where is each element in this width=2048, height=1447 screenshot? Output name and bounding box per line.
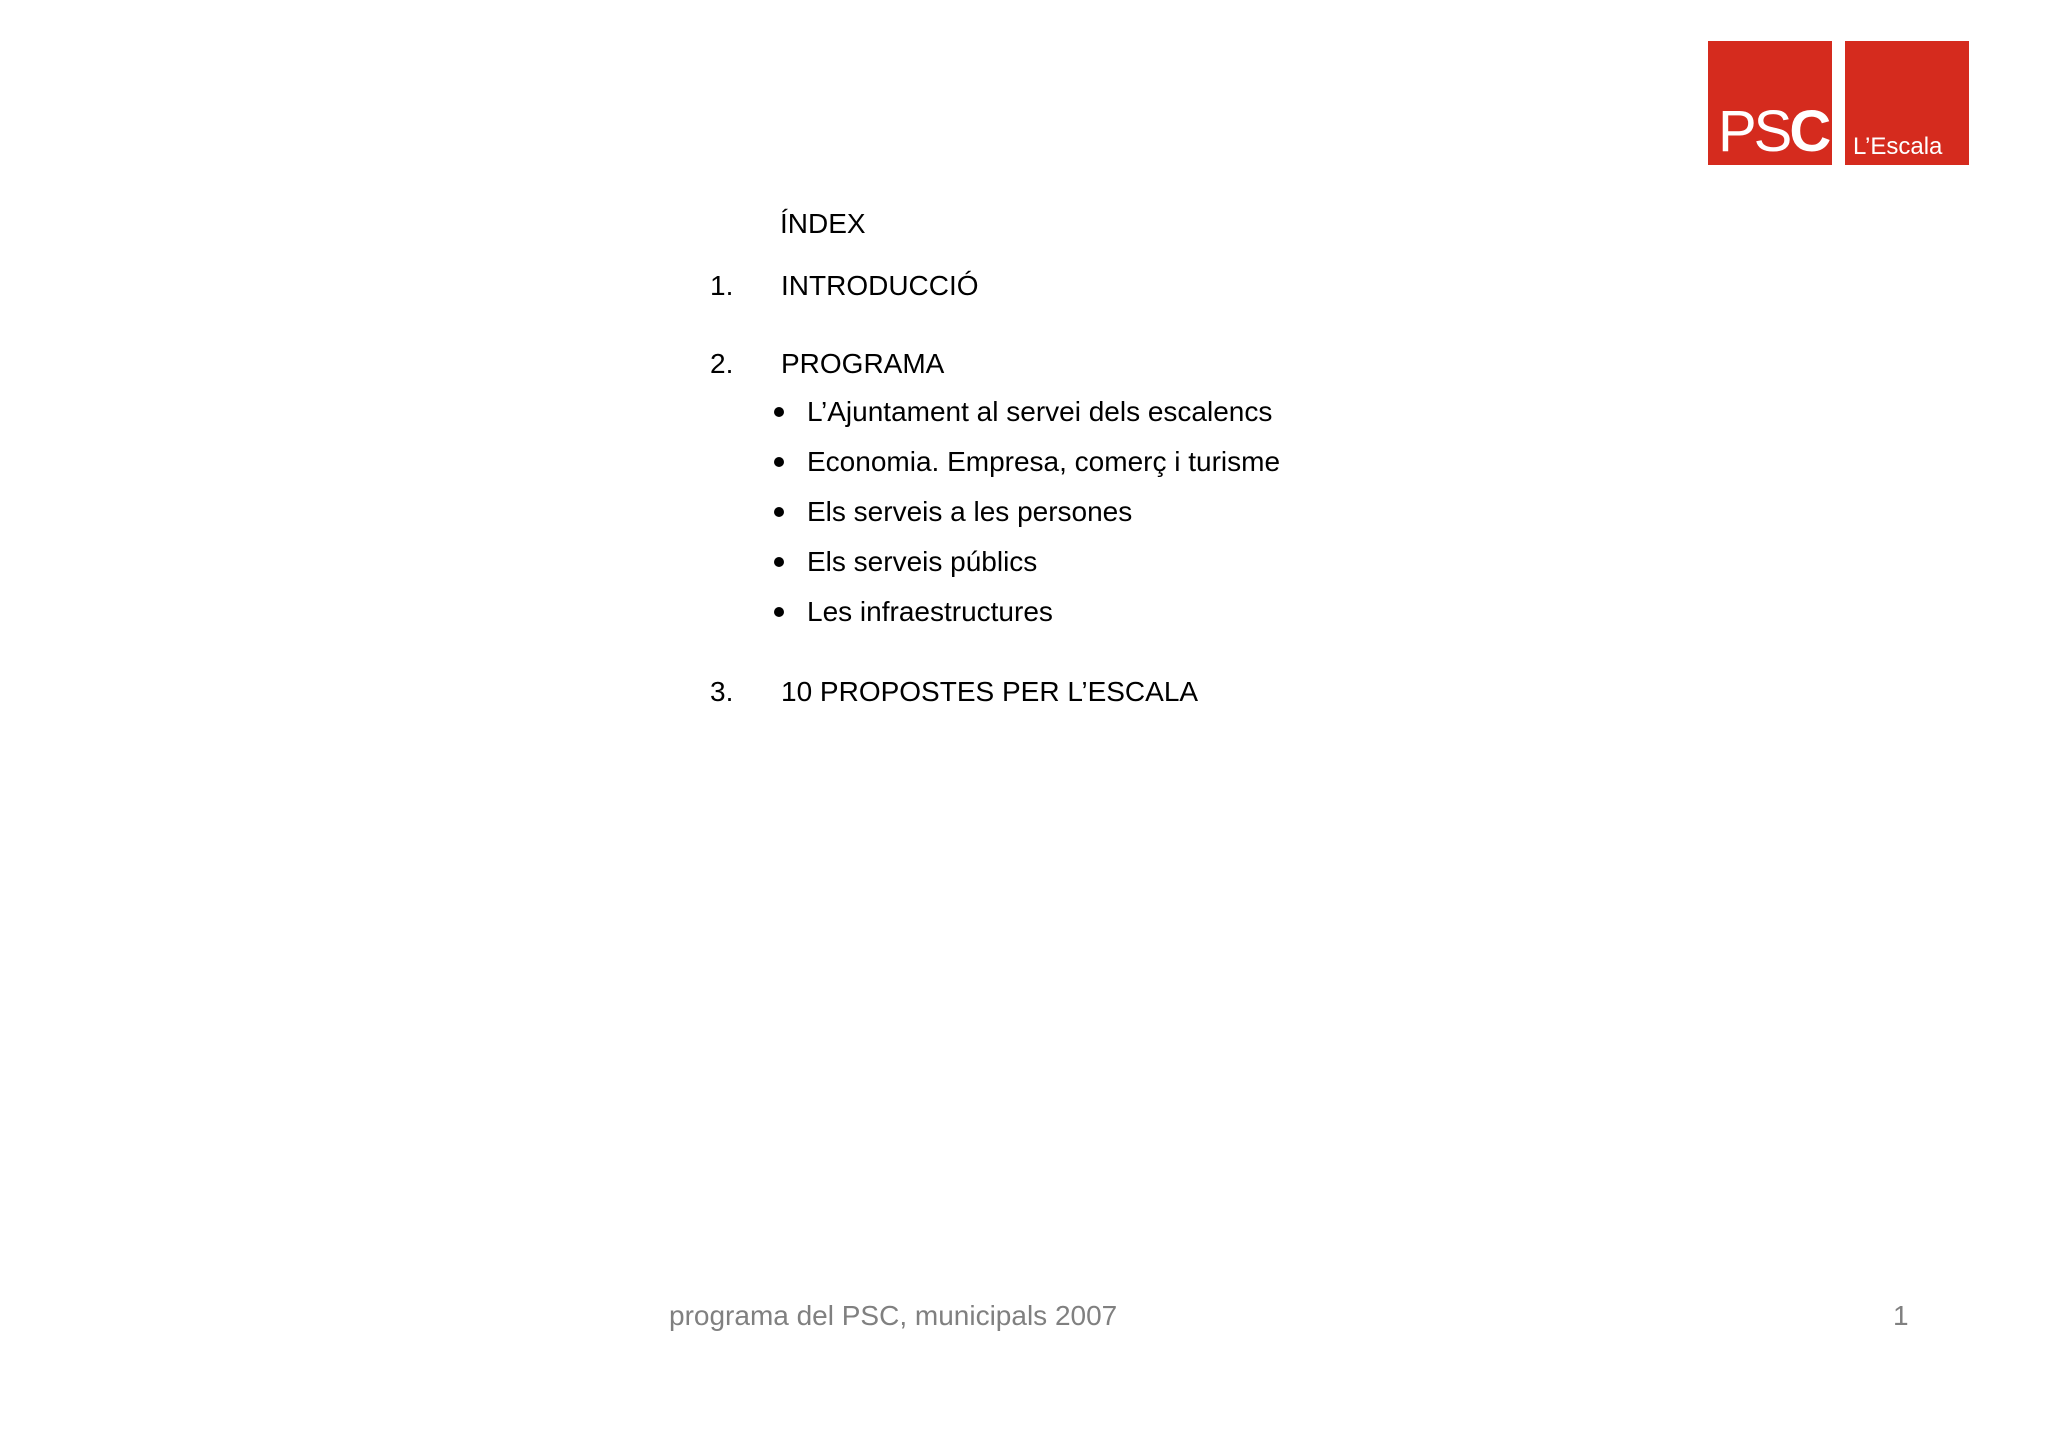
list-item: [770, 594, 1280, 644]
logo-ps-letters: PS: [1718, 99, 1790, 164]
index-section-2: [710, 346, 944, 382]
program-item-list: [770, 394, 1280, 644]
logo-city-box: [1845, 41, 1969, 165]
section-number: 3.: [710, 676, 734, 707]
bullet-icon: [774, 457, 784, 467]
footer-text: programa del PSC, municipals 2007: [669, 1300, 1118, 1331]
bullet-icon: [774, 607, 784, 617]
logo-psc-box: [1708, 41, 1832, 165]
section-label: PROGRAMA: [781, 348, 945, 379]
list-item: [770, 444, 1280, 494]
section-number: 1.: [710, 270, 734, 301]
list-item: [770, 544, 1280, 594]
list-item-label: Economia. Empresa, comerç i turisme: [807, 446, 1281, 477]
psc-logo: [1708, 41, 1969, 165]
logo-c-letter: C: [1789, 99, 1829, 164]
list-item-label: Els serveis a les persones: [807, 496, 1133, 527]
section-label: INTRODUCCIÓ: [781, 270, 979, 301]
list-item-label: L’Ajuntament al servei dels escalencs: [807, 396, 1273, 427]
bullet-icon: [774, 407, 784, 417]
list-item: [770, 494, 1280, 544]
section-number: 2.: [710, 348, 734, 379]
logo-city-text: L’Escala: [1853, 133, 1943, 160]
list-item-label: Les infraestructures: [807, 596, 1053, 627]
section-label: 10 PROPOSTES PER L’ESCALA: [781, 676, 1199, 707]
index-section-3: [710, 674, 1198, 710]
page-number: 1: [1893, 1300, 1909, 1331]
list-item-label: Els serveis públics: [807, 546, 1038, 577]
index-section-1: [710, 268, 979, 304]
bullet-icon: [774, 507, 784, 517]
bullet-icon: [774, 557, 784, 567]
logo-psc-text: [1718, 99, 1829, 164]
list-item: [770, 394, 1280, 444]
index-title: ÍNDEX: [780, 208, 866, 239]
